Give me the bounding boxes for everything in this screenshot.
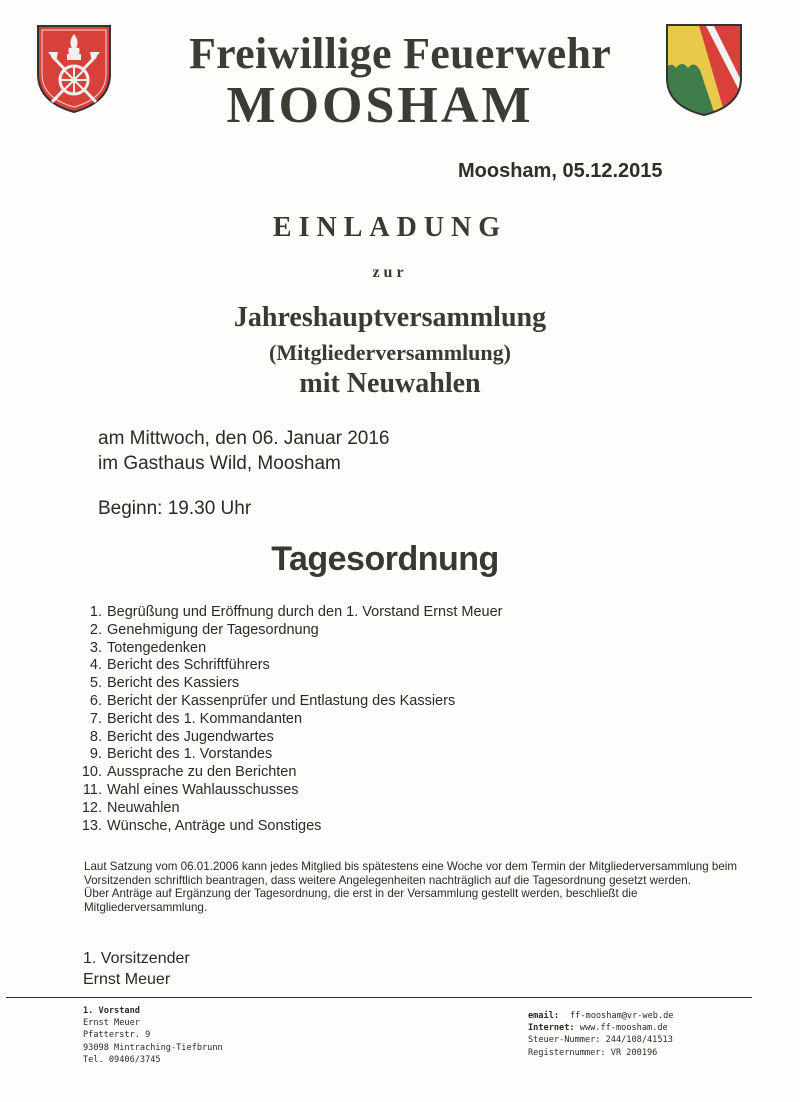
agenda-item-text: Wünsche, Anträge und Sonstiges <box>107 817 322 834</box>
agenda-item-number: 10. <box>81 764 102 781</box>
list-item <box>76 764 503 782</box>
event-start-time: Beginn: 19.30 Uhr <box>98 498 252 519</box>
footer-internet-label: Internet: <box>528 1023 575 1034</box>
list-item <box>76 711 503 729</box>
event-subtitle: (Mitgliederversammlung) <box>269 340 511 365</box>
statute-note <box>84 860 744 914</box>
agenda-item-text: Bericht der Kassenprüfer und Entlastung des Kassiers <box>107 692 456 709</box>
footer-tax-number: Steuer-Nummer: 244/108/41513 <box>528 1035 673 1046</box>
event-suffix: mit Neuwahlen <box>299 368 481 399</box>
event-title: Jahreshauptversammlung <box>233 302 547 333</box>
agenda-item-text: Begrüßung und Eröffnung durch den 1. Vorstand Ernst Meuer <box>107 604 503 620</box>
footer-role: 1. Vorstand <box>83 1006 140 1016</box>
agenda-heading: Tagesordnung <box>271 540 499 578</box>
footer-contact-right <box>528 1010 673 1059</box>
footer-email-link[interactable]: ff-moosham@vr-web.de <box>570 1011 674 1021</box>
agenda-item-number: 9. <box>89 746 102 763</box>
agenda-item-text: Totengedenken <box>107 639 207 656</box>
agenda-item-number: 13. <box>81 817 102 834</box>
footer-email-label: email: <box>528 1011 560 1021</box>
agenda-item-number: 2. <box>89 621 102 638</box>
footer-street: Pfatterstr. 9 <box>83 1030 151 1041</box>
agenda-item-number: 12. <box>81 799 102 816</box>
list-item <box>76 604 503 622</box>
footer-divider <box>6 997 752 998</box>
agenda-item-number: 4. <box>89 657 102 674</box>
list-item <box>76 729 503 747</box>
footer-city: 93098 Mintraching-Tiefbrunn <box>83 1042 223 1053</box>
invitation-connector: zur <box>372 264 408 281</box>
document-date: Moosham, 05.12.2015 <box>458 160 663 182</box>
statute-note-paragraph-1: Laut Satzung vom 06.01.2006 kann jedes Mitglied bis spätestens eine Woche vor dem Termin der Mitgliederversammlung beim Vorsitzenden schriftlich beantragen, dass weitere Angelegenheiten nachträglich auf die Tagesordnung gesetzt werden. <box>84 860 738 887</box>
footer-contact-left <box>83 1005 223 1066</box>
footer-phone: Tel. 09406/3745 <box>83 1054 161 1065</box>
agenda-item-text: Genehmigung der Tagesordnung <box>107 621 319 638</box>
org-title-line1: Freiwillige Feuerwehr <box>188 29 612 78</box>
list-item <box>76 782 503 800</box>
agenda-item-text: Bericht des Jugendwartes <box>107 728 274 745</box>
list-item <box>76 657 503 675</box>
footer-website-link[interactable]: www.ff-moosham.de <box>579 1023 668 1034</box>
statute-note-paragraph-2: Über Anträge auf Ergänzung der Tagesordnung, die erst in der Versammlung gestellt werden, beschließt die Mitgliederversammlung. <box>84 887 638 914</box>
agenda-item-number: 8. <box>89 728 102 745</box>
agenda-item-text: Bericht des 1. Vorstandes <box>107 746 273 763</box>
agenda-item-number: 5. <box>89 675 102 692</box>
signature-name: Ernst Meuer <box>83 971 171 988</box>
agenda-item-text: Bericht des 1. Kommandanten <box>107 710 303 727</box>
list-item <box>76 818 503 836</box>
agenda-item-text: Bericht des Schriftführers <box>107 657 270 674</box>
agenda-item-text: Aussprache zu den Berichten <box>107 764 297 781</box>
footer-name: Ernst Meuer <box>83 1018 140 1029</box>
agenda-item-number: 11. <box>82 781 102 798</box>
list-item <box>76 622 503 640</box>
footer-register-number: Registernummer: VR 200196 <box>528 1047 658 1058</box>
agenda-item-number: 7. <box>89 710 102 727</box>
signature-role: 1. Vorsitzender <box>83 950 190 967</box>
list-item <box>76 693 503 711</box>
agenda-item-number: 3. <box>89 639 102 656</box>
invitation-heading: EINLADUNG <box>272 212 508 243</box>
event-date: am Mittwoch, den 06. Januar 2016 <box>98 428 390 449</box>
agenda-item-text: Neuwahlen <box>107 799 180 816</box>
list-item <box>76 746 503 764</box>
agenda-item-text: Bericht des Kassiers <box>107 675 240 692</box>
list-item <box>76 800 503 818</box>
event-location: im Gasthaus Wild, Moosham <box>98 453 341 474</box>
org-title-line2: MOOSHAM <box>226 77 534 134</box>
agenda-list <box>76 604 503 835</box>
agenda-item-number: 1. <box>89 604 102 620</box>
agenda-item-number: 6. <box>89 692 102 709</box>
list-item <box>76 675 503 693</box>
agenda-item-text: Wahl eines Wahlausschusses <box>107 781 299 798</box>
list-item <box>76 640 503 658</box>
